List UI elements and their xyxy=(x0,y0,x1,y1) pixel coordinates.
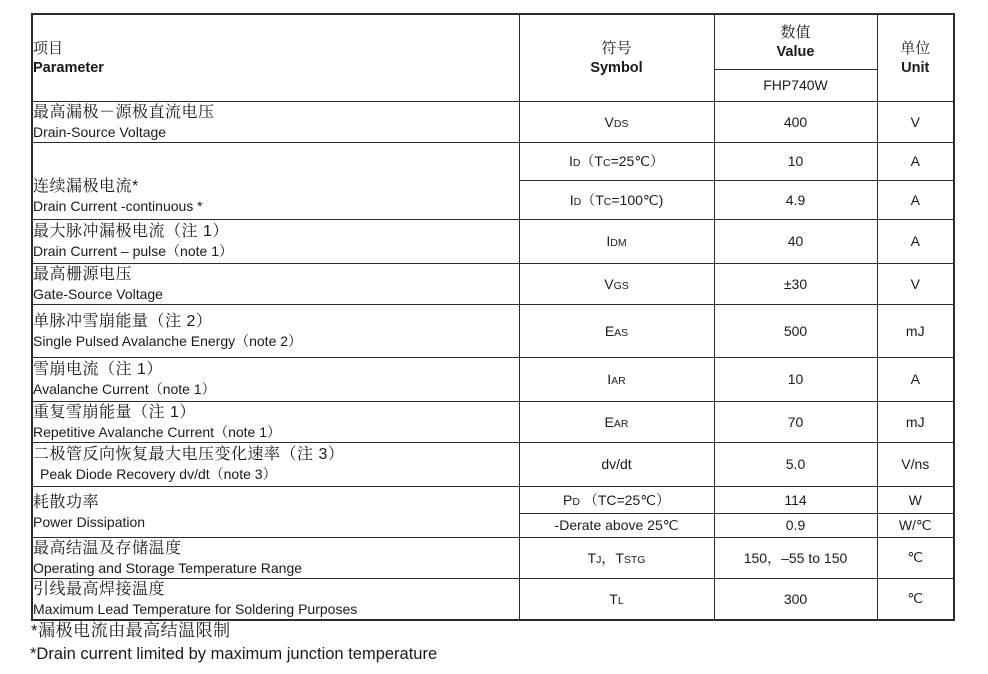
symbol-text: （TC=25℃） xyxy=(579,491,670,508)
parameter-zh: 重复雪崩能量（注 1） xyxy=(33,403,196,421)
symbol-text: （T xyxy=(581,191,604,208)
header-symbol xyxy=(519,14,714,101)
parameter-en: Operating and Storage Temperature Range xyxy=(33,559,303,576)
parameter-en: Maximum Lead Temperature for Soldering Purposes xyxy=(33,600,358,617)
table-row xyxy=(32,401,954,442)
value-cell: 500 xyxy=(714,304,877,357)
unit-cell: V xyxy=(877,263,954,304)
parameter-cell xyxy=(32,401,519,442)
unit-cell: mJ xyxy=(877,304,954,357)
symbol-cell xyxy=(519,578,714,620)
symbol-subscript: AS xyxy=(614,326,629,339)
parameter-zh: 耗散功率 xyxy=(33,493,100,511)
symbol-subscript: D xyxy=(572,495,580,508)
value-cell: 150，–55 to 150 xyxy=(714,537,877,578)
symbol-text: T xyxy=(609,590,618,607)
symbol-subscript: C xyxy=(603,195,612,208)
header-symbol-en: Symbol xyxy=(590,59,643,76)
symbol-text: I xyxy=(568,153,573,169)
table-row xyxy=(32,219,954,263)
symbol-text: P xyxy=(563,491,573,508)
symbol-cell xyxy=(519,401,714,442)
symbol-cell xyxy=(519,486,714,513)
value-cell: 114 xyxy=(714,486,877,513)
symbol-text: （T xyxy=(580,153,603,169)
parameter-en: Peak Diode Recovery dv/dt（note 3） xyxy=(40,466,277,482)
symbol-text: I xyxy=(606,233,611,249)
table-header xyxy=(32,14,954,101)
unit-cell: ℃ xyxy=(877,578,954,620)
unit-cell: A xyxy=(877,180,954,219)
parameter-en: Drain Current – pulse（note 1） xyxy=(33,243,233,259)
header-unit-zh: 单位 xyxy=(900,39,931,57)
value-cell: 5.0 xyxy=(714,442,877,486)
header-value-en: Value xyxy=(776,43,815,60)
symbol-subscript: J xyxy=(596,553,602,566)
parameter-cell xyxy=(32,142,519,219)
symbol-subscript: STG xyxy=(623,553,646,566)
parameter-en: Repetitive Avalanche Current（note 1） xyxy=(33,423,281,440)
symbol-cell xyxy=(519,537,714,578)
parameter-en: Avalanche Current（note 1） xyxy=(33,381,216,397)
parameter-en: Drain-Source Voltage xyxy=(33,123,167,140)
table-row xyxy=(32,442,954,486)
symbol-text: E xyxy=(604,413,614,430)
symbol-cell xyxy=(519,513,714,537)
value-cell: 4.9 xyxy=(714,180,877,219)
symbol-cell xyxy=(519,180,714,219)
symbol-subscript: D xyxy=(573,195,582,208)
symbol-cell xyxy=(519,101,714,142)
table-row xyxy=(32,263,954,304)
value-cell: 40 xyxy=(714,219,877,263)
parameter-en: Single Pulsed Avalanche Energy（note 2） xyxy=(33,332,303,349)
parameter-zh: 二极管反向恢复最大电压变化速率（注 3） xyxy=(33,446,345,463)
parameter-zh: 最高漏极－源极直流电压 xyxy=(33,103,215,121)
parameter-cell xyxy=(32,263,519,304)
unit-cell: ℃ xyxy=(877,537,954,578)
value-cell: 300 xyxy=(714,578,877,620)
parameter-zh: 单脉冲雪崩能量（注 2） xyxy=(33,312,213,330)
symbol-cell xyxy=(519,219,714,263)
header-row-main xyxy=(32,14,954,69)
symbol-subscript: D xyxy=(572,157,581,169)
unit-cell: W/℃ xyxy=(877,513,954,537)
maximum-ratings-table xyxy=(31,13,955,621)
parameter-en: Power Dissipation xyxy=(33,513,146,530)
header-value-zh: 数值 xyxy=(780,23,811,41)
symbol-text: E xyxy=(604,322,615,339)
table-row xyxy=(32,142,954,180)
header-value xyxy=(714,14,877,69)
symbol-text: =25℃） xyxy=(610,153,665,169)
table-row xyxy=(32,357,954,401)
parameter-zh: 最高栅源电压 xyxy=(33,265,133,283)
header-unit xyxy=(877,14,954,101)
symbol-subscript: C xyxy=(602,157,611,169)
unit-cell: V xyxy=(877,101,954,142)
value-cell: 10 xyxy=(714,357,877,401)
unit-cell: V/ns xyxy=(877,442,954,486)
header-parameter-en: Parameter xyxy=(33,59,104,76)
header-symbol-zh: 符号 xyxy=(601,39,632,57)
symbol-text: T xyxy=(587,549,597,566)
symbol-text: ，T xyxy=(601,549,624,566)
parameter-zh: 雪崩电流（注 1） xyxy=(33,361,163,378)
symbol-text: I xyxy=(569,191,574,208)
unit-cell: W xyxy=(877,486,954,513)
parameter-en: Drain Current -continuous * xyxy=(33,197,203,214)
parameter-cell xyxy=(32,219,519,263)
symbol-text: dv/dt xyxy=(601,456,632,472)
parameter-zh: 引线最高焊接温度 xyxy=(33,580,166,598)
parameter-cell xyxy=(32,442,519,486)
symbol-text: -Derate above 25℃ xyxy=(554,516,679,533)
header-parameter-zh: 项目 xyxy=(33,39,64,57)
symbol-subscript: L xyxy=(617,594,624,607)
footnote-zh: *漏极电流由最高结温限制 xyxy=(31,621,231,640)
header-parameter xyxy=(32,14,519,101)
parameter-cell xyxy=(32,357,519,401)
unit-cell: A xyxy=(877,219,954,263)
symbol-subscript: DS xyxy=(613,117,629,130)
symbol-cell xyxy=(519,442,714,486)
parameter-cell xyxy=(32,101,519,142)
symbol-cell xyxy=(519,142,714,180)
table-row xyxy=(32,578,954,620)
parameter-zh: 最大脉冲漏极电流（注 1） xyxy=(33,223,229,240)
header-unit-en: Unit xyxy=(901,59,930,76)
symbol-subscript: GS xyxy=(613,279,629,292)
parameter-zh: 最高结温及存储温度 xyxy=(33,539,182,557)
value-cell: ±30 xyxy=(714,263,877,304)
value-cell: 70 xyxy=(714,401,877,442)
parameter-cell xyxy=(32,537,519,578)
symbol-text: I xyxy=(607,371,612,387)
parameter-cell xyxy=(32,486,519,537)
unit-cell: A xyxy=(877,357,954,401)
value-cell: 400 xyxy=(714,101,877,142)
symbol-text: V xyxy=(604,113,614,130)
parameter-en: Gate-Source Voltage xyxy=(33,285,163,302)
table-row xyxy=(32,304,954,357)
footnote-en: *Drain current limited by maximum junction temperature xyxy=(30,645,438,663)
value-cell: 10 xyxy=(714,142,877,180)
symbol-text: =100℃) xyxy=(611,191,664,208)
table-row xyxy=(32,486,954,513)
unit-cell: mJ xyxy=(877,401,954,442)
symbol-subscript: AR xyxy=(611,375,626,387)
parameter-zh: 连续漏极电流* xyxy=(33,177,139,195)
parameter-cell xyxy=(32,578,519,620)
symbol-cell xyxy=(519,357,714,401)
symbol-cell xyxy=(519,263,714,304)
parameter-cell xyxy=(32,304,519,357)
table-row xyxy=(32,101,954,142)
unit-cell: A xyxy=(877,142,954,180)
table-body xyxy=(32,101,954,620)
table-row xyxy=(32,537,954,578)
symbol-text: V xyxy=(604,275,614,292)
symbol-subscript: AR xyxy=(613,417,629,430)
header-model: FHP740W xyxy=(714,69,877,101)
symbol-subscript: DM xyxy=(610,237,627,249)
symbol-cell xyxy=(519,304,714,357)
value-cell: 0.9 xyxy=(714,513,877,537)
